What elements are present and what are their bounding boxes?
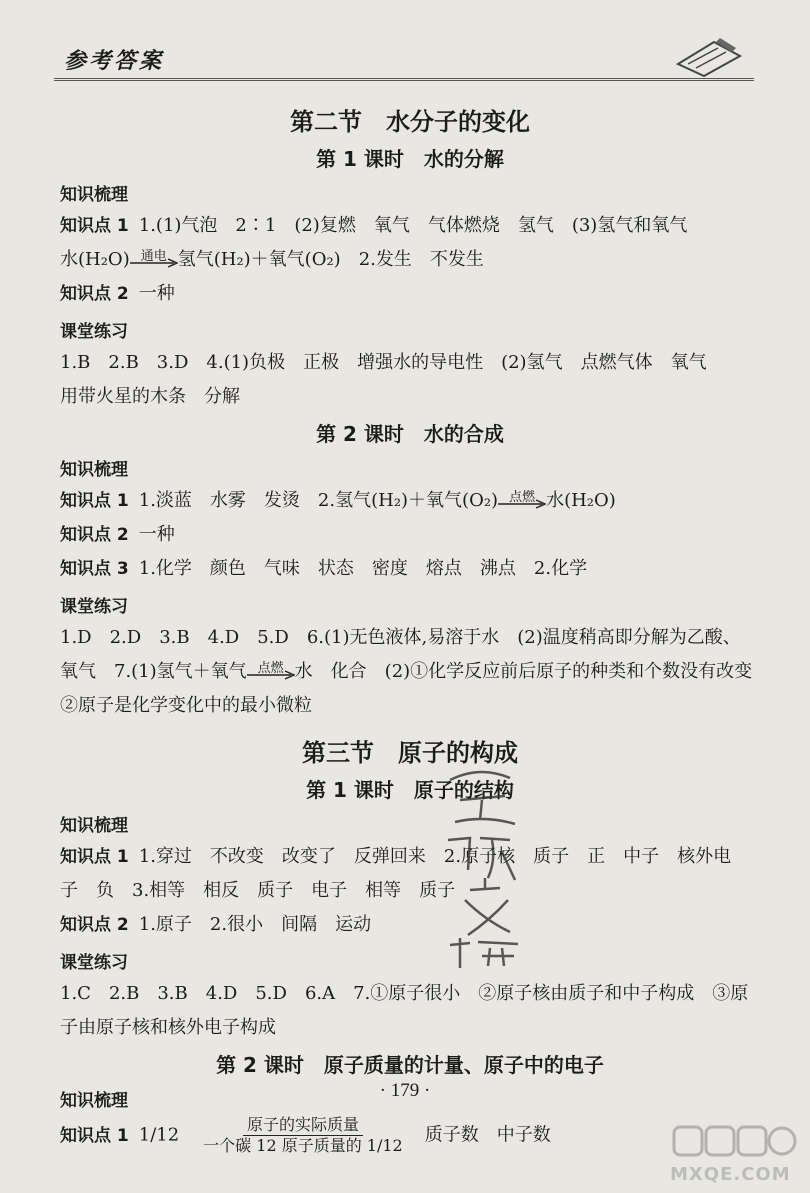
answer-line: 1.D 2.D 3.B 4.D 5.D 6.(1)无色液体,易溶于水 (2)温度稍高即分解为乙酸、	[60, 627, 741, 648]
answer-line	[60, 1115, 760, 1156]
knowledge-point-label: 知识点 1	[60, 847, 129, 867]
answer-line	[60, 243, 760, 277]
equation-left: 1.淡蓝 水雾 发烫 2.氢气(H₂)＋氧气(O₂)	[138, 490, 499, 511]
knowledge-heading: 知识梳理	[60, 185, 128, 205]
lesson-title: 第 1 课时 水的分解	[316, 147, 504, 171]
fraction-numerator: 原子的实际质量	[243, 1115, 363, 1136]
answer-line: 用带火星的木条 分解	[60, 386, 240, 407]
answer-text: 一种	[138, 283, 175, 304]
site-watermark	[670, 1125, 800, 1185]
answer-line	[60, 908, 760, 942]
answer-line	[60, 552, 760, 586]
answer-line: 1.B 2.B 3.D 4.(1)负极 正极 增强水的导电性 (2)氢气 点燃气体 氧气	[60, 352, 707, 373]
knowledge-heading: 知识梳理	[60, 816, 128, 836]
fraction-denominator: 一个碳 12 原子质量的 1/12	[203, 1136, 403, 1155]
knowledge-point-label: 知识点 3	[60, 559, 129, 579]
knowledge-point-label: 知识点 1	[60, 216, 129, 236]
watermark-logo-icon	[670, 1125, 800, 1161]
equation-left: 水(H₂O)	[60, 249, 130, 270]
reaction-arrow	[130, 250, 178, 270]
pencil-notebook-icon	[674, 34, 744, 78]
reaction-condition: 通电	[140, 249, 167, 264]
answer-text: 1.穿过 不改变 改变了 反弹回来 2.原子核 质子 正 中子 核外电	[138, 846, 732, 867]
answer-line: ②原子是化学变化中的最小微粒	[60, 695, 312, 716]
knowledge-point-label: 知识点 2	[60, 284, 129, 304]
reaction-condition: 点燃	[509, 490, 536, 505]
answer-text: 1.(1)气泡 2∶1 (2)复燃 氧气 气体燃烧 氢气 (3)氢气和氧气	[138, 215, 688, 236]
answer-text: 1.化学 颜色 气味 状态 密度 熔点 沸点 2.化学	[138, 558, 588, 579]
knowledge-point-label: 知识点 1	[60, 1125, 129, 1146]
reaction-condition: 点燃	[257, 661, 284, 676]
knowledge-point-label: 知识点 1	[60, 491, 129, 511]
header-label: 参考答案	[64, 48, 165, 74]
arrow-icon	[498, 499, 546, 509]
page-number: · 179 ·	[379, 1080, 431, 1101]
equation-right: 水(H₂O)	[546, 490, 616, 511]
answer-line	[60, 518, 760, 552]
lesson-title: 第 2 课时 原子质量的计量、原子中的电子	[216, 1053, 604, 1077]
reaction-arrow	[247, 662, 295, 682]
page-header	[54, 40, 754, 81]
answer-line: 子 负 3.相等 相反 质子 电子 相等 质子	[60, 880, 456, 901]
practice-heading: 课堂练习	[60, 953, 128, 973]
answer-text: 1.原子 2.很小 间隔 运动	[138, 914, 372, 935]
section-title: 第三节 原子的构成	[302, 739, 518, 767]
knowledge-point-label: 知识点 2	[60, 525, 129, 545]
answer-line	[60, 655, 760, 689]
answer-line: 1.C 2.B 3.B 4.D 5.D 6.A 7.①原子很小 ②原子核由质子和中子构成 ③原	[60, 983, 749, 1004]
answer-line	[60, 484, 760, 518]
answer-line	[60, 209, 760, 243]
knowledge-heading: 知识梳理	[60, 1091, 128, 1111]
practice-heading: 课堂练习	[60, 597, 128, 617]
lesson-title: 第 2 课时 水的合成	[316, 422, 504, 446]
handwritten-watermark	[430, 760, 540, 970]
fraction	[199, 1115, 407, 1156]
knowledge-heading: 知识梳理	[60, 460, 128, 480]
arrow-icon	[247, 670, 295, 680]
practice-heading: 课堂练习	[60, 322, 128, 342]
arrow-icon	[130, 258, 178, 268]
equation-right: 水 化合 (2)①化学反应前后原子的种类和个数没有改变	[294, 661, 753, 682]
answer-content	[60, 92, 760, 1156]
lesson-title: 第 1 课时 原子的结构	[306, 778, 514, 802]
section-title: 第二节 水分子的变化	[290, 108, 530, 136]
answer-text: 质子数 中子数	[424, 1124, 551, 1146]
answer-line: 子由原子核和核外电子构成	[60, 1017, 276, 1038]
answer-line	[60, 840, 760, 874]
answer-text: 一种	[138, 524, 175, 545]
knowledge-point-label: 知识点 2	[60, 915, 129, 935]
equation-left: 氧气 7.(1)氢气＋氧气	[60, 661, 247, 682]
answer-line	[60, 277, 760, 311]
watermark-text: MXQE.COM	[670, 1164, 791, 1185]
equation-right: 氢气(H₂)＋氧气(O₂) 2.发生 不发生	[177, 249, 484, 270]
reaction-arrow	[498, 491, 546, 511]
answer-text: 1/12	[138, 1124, 180, 1146]
